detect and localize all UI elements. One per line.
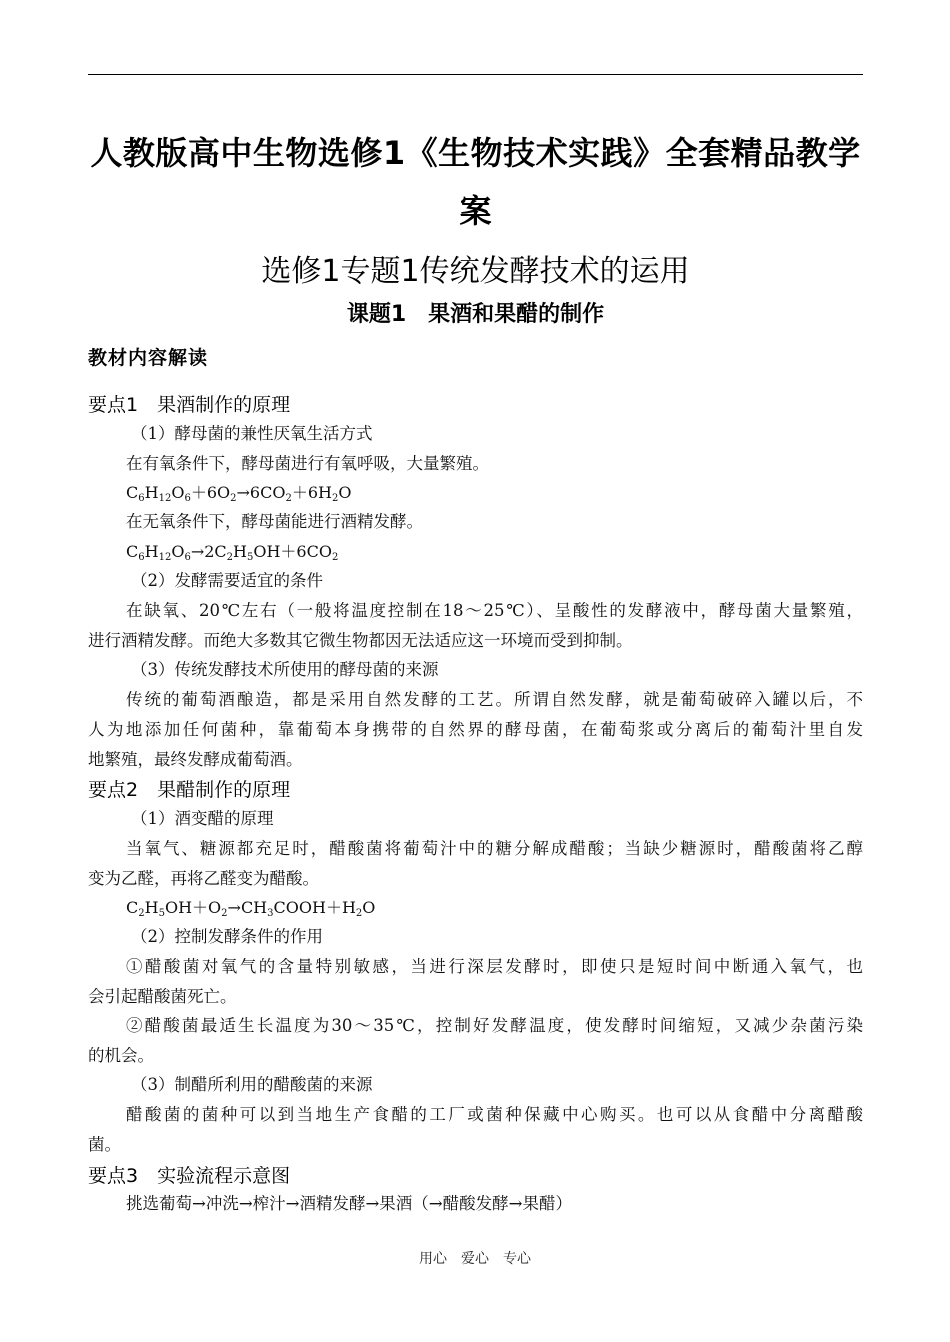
point1-sub2: （2）发酵需要适宜的条件 (131, 571, 323, 590)
chapter-title: 选修1专题1传统发酵技术的运用 (261, 254, 690, 289)
point2-condition1-line2: 会引起醋酸菌死亡。 (88, 987, 237, 1006)
point3-heading: 要点3 实验流程示意图 (88, 1165, 291, 1187)
page-footer: 用心 爱心 专心 (419, 1251, 531, 1267)
point2-source-line2: 菌。 (88, 1135, 121, 1154)
point1-heading: 要点1 果酒制作的原理 (88, 394, 291, 416)
header-rule (88, 74, 863, 75)
point1-formula1: $C_6H_{12}O_6+6O_2\to 6CO_2+6H_2O$ (126, 483, 352, 504)
point2-sub2: （2）控制发酵条件的作用 (131, 927, 323, 946)
point1-formula2: $C_6H_{12}O_6\to 2C_2H_5OH+6CO_2$ (126, 542, 339, 563)
point1-anaerobic-text: 在无氧条件下，酵母菌能进行酒精发酵。 (126, 512, 423, 531)
point1-source-line1: 传统的葡萄酒酿造，都是采用自然发酵的工艺。所谓自然发酵，就是葡萄破碎入罐以后，不 (126, 690, 863, 709)
point1-source-line3: 地繁殖，最终发酵成葡萄酒。 (88, 750, 303, 769)
point2-formula: $C_2H_5OH+O_2\to CH_3COOH+H_2O$ (126, 898, 376, 919)
point1-condition-line2: 进行酒精发酵。而绝大多数其它微生物都因无法适应这一环境而受到抑制。 (88, 631, 633, 650)
point2-sub3: （3）制醋所利用的醋酸菌的来源 (131, 1075, 373, 1094)
point2-condition2-line1: ②醋酸菌最适生长温度为30～35℃，控制好发酵温度，使发酵时间缩短，又减少杂菌污染 (126, 1016, 863, 1035)
point2-source-line1: 醋酸菌的菌种可以到当地生产食醋的工厂或菌种保藏中心购买。也可以从食醋中分离醋酸 (126, 1105, 863, 1124)
point2-line2: 变为乙醛，再将乙醛变为醋酸。 (88, 869, 319, 888)
point2-heading: 要点2 果醋制作的原理 (88, 779, 291, 801)
point1-aerobic-text: 在有氧条件下，酵母菌进行有氧呼吸，大量繁殖。 (126, 454, 489, 473)
point2-condition1-line1: ①醋酸菌对氧气的含量特别敏感，当进行深层发酵时，即使只是短时间中断通入氧气，也 (126, 957, 863, 976)
lesson-title: 课题1 果酒和果醋的制作 (346, 302, 605, 327)
point1-source-line2: 人为地添加任何菌种，靠葡萄本身携带的自然界的酵母菌，在葡萄浆或分离后的葡萄汁里自发 (88, 720, 863, 739)
point2-sub1: （1）酒变醋的原理 (131, 809, 274, 828)
point1-condition-line1: 在缺氧、20℃左右（一般将温度控制在18～25℃）、呈酸性的发酵液中，酵母菌大量繁殖， (126, 601, 863, 620)
section-heading: 教材内容解读 (88, 347, 209, 369)
point3-flow: 挑选葡萄→冲洗→榨汁→酒精发酵→果酒（→醋酸发酵→果醋） (126, 1194, 572, 1213)
point2-condition2-line2: 的机会。 (88, 1046, 154, 1065)
point2-line1: 当氧气、糖源都充足时，醋酸菌将葡萄汁中的糖分解成醋酸；当缺少糖源时，醋酸菌将乙醇 (126, 839, 863, 858)
point1-sub3: （3）传统发酵技术所使用的酵母菌的来源 (131, 660, 439, 679)
document-title-line1: 人教版高中生物选修1《生物技术实践》全套精品教学 (90, 134, 861, 172)
point1-sub1: （1）酵母菌的兼性厌氧生活方式 (131, 424, 373, 443)
document-title-line2: 案 (459, 192, 492, 230)
